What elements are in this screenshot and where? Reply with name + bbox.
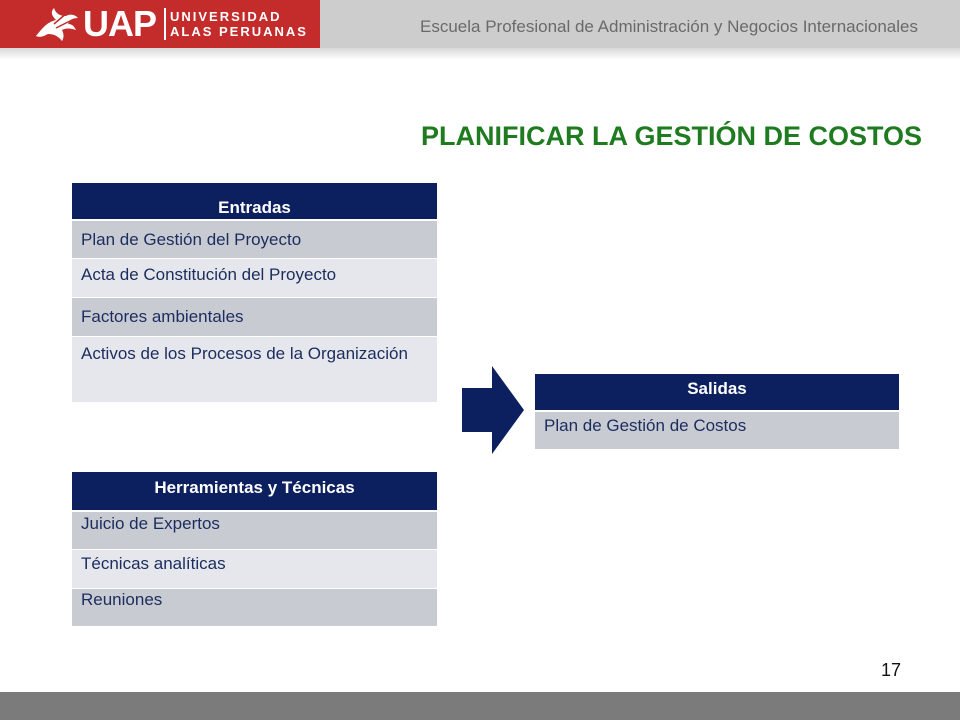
salidas-row: Plan de Gestión de Costos [535, 412, 899, 450]
entradas-table [72, 183, 437, 403]
university-logo [0, 0, 320, 48]
logo-line2: ALAS PERUANAS [170, 24, 308, 39]
right-arrow-icon [462, 366, 524, 454]
entradas-row: Activos de los Procesos de la Organización [72, 337, 437, 403]
logo-divider [164, 8, 166, 40]
slide-title: PLANIFICAR LA GESTIÓN DE COSTOS [420, 121, 922, 151]
salidas-header: Salidas [535, 374, 899, 412]
logo-name [170, 9, 308, 39]
header-shadow [0, 48, 960, 60]
school-name: Escuela Profesional de Administración y Negocios Internacionales [420, 17, 918, 36]
herramientas-row: Reuniones [72, 589, 437, 627]
salidas-table [535, 374, 899, 450]
entradas-header: Entradas [72, 183, 437, 221]
page-number: 17 [881, 660, 902, 680]
bird-logo-icon [34, 6, 80, 42]
herramientas-table [72, 472, 437, 627]
entradas-row: Acta de Constitución del Proyecto [72, 259, 437, 298]
herramientas-header: Herramientas y Técnicas [72, 472, 437, 512]
herramientas-row: Juicio de Expertos [72, 512, 437, 550]
footer-bar [0, 692, 960, 720]
header-bar [0, 0, 960, 48]
logo-short-text: UAP [83, 3, 157, 44]
entradas-row: Factores ambientales [72, 298, 437, 337]
herramientas-row: Técnicas analíticas [72, 550, 437, 589]
logo-line1: UNIVERSIDAD [170, 9, 282, 24]
entradas-row: Plan de Gestión del Proyecto [72, 221, 437, 259]
